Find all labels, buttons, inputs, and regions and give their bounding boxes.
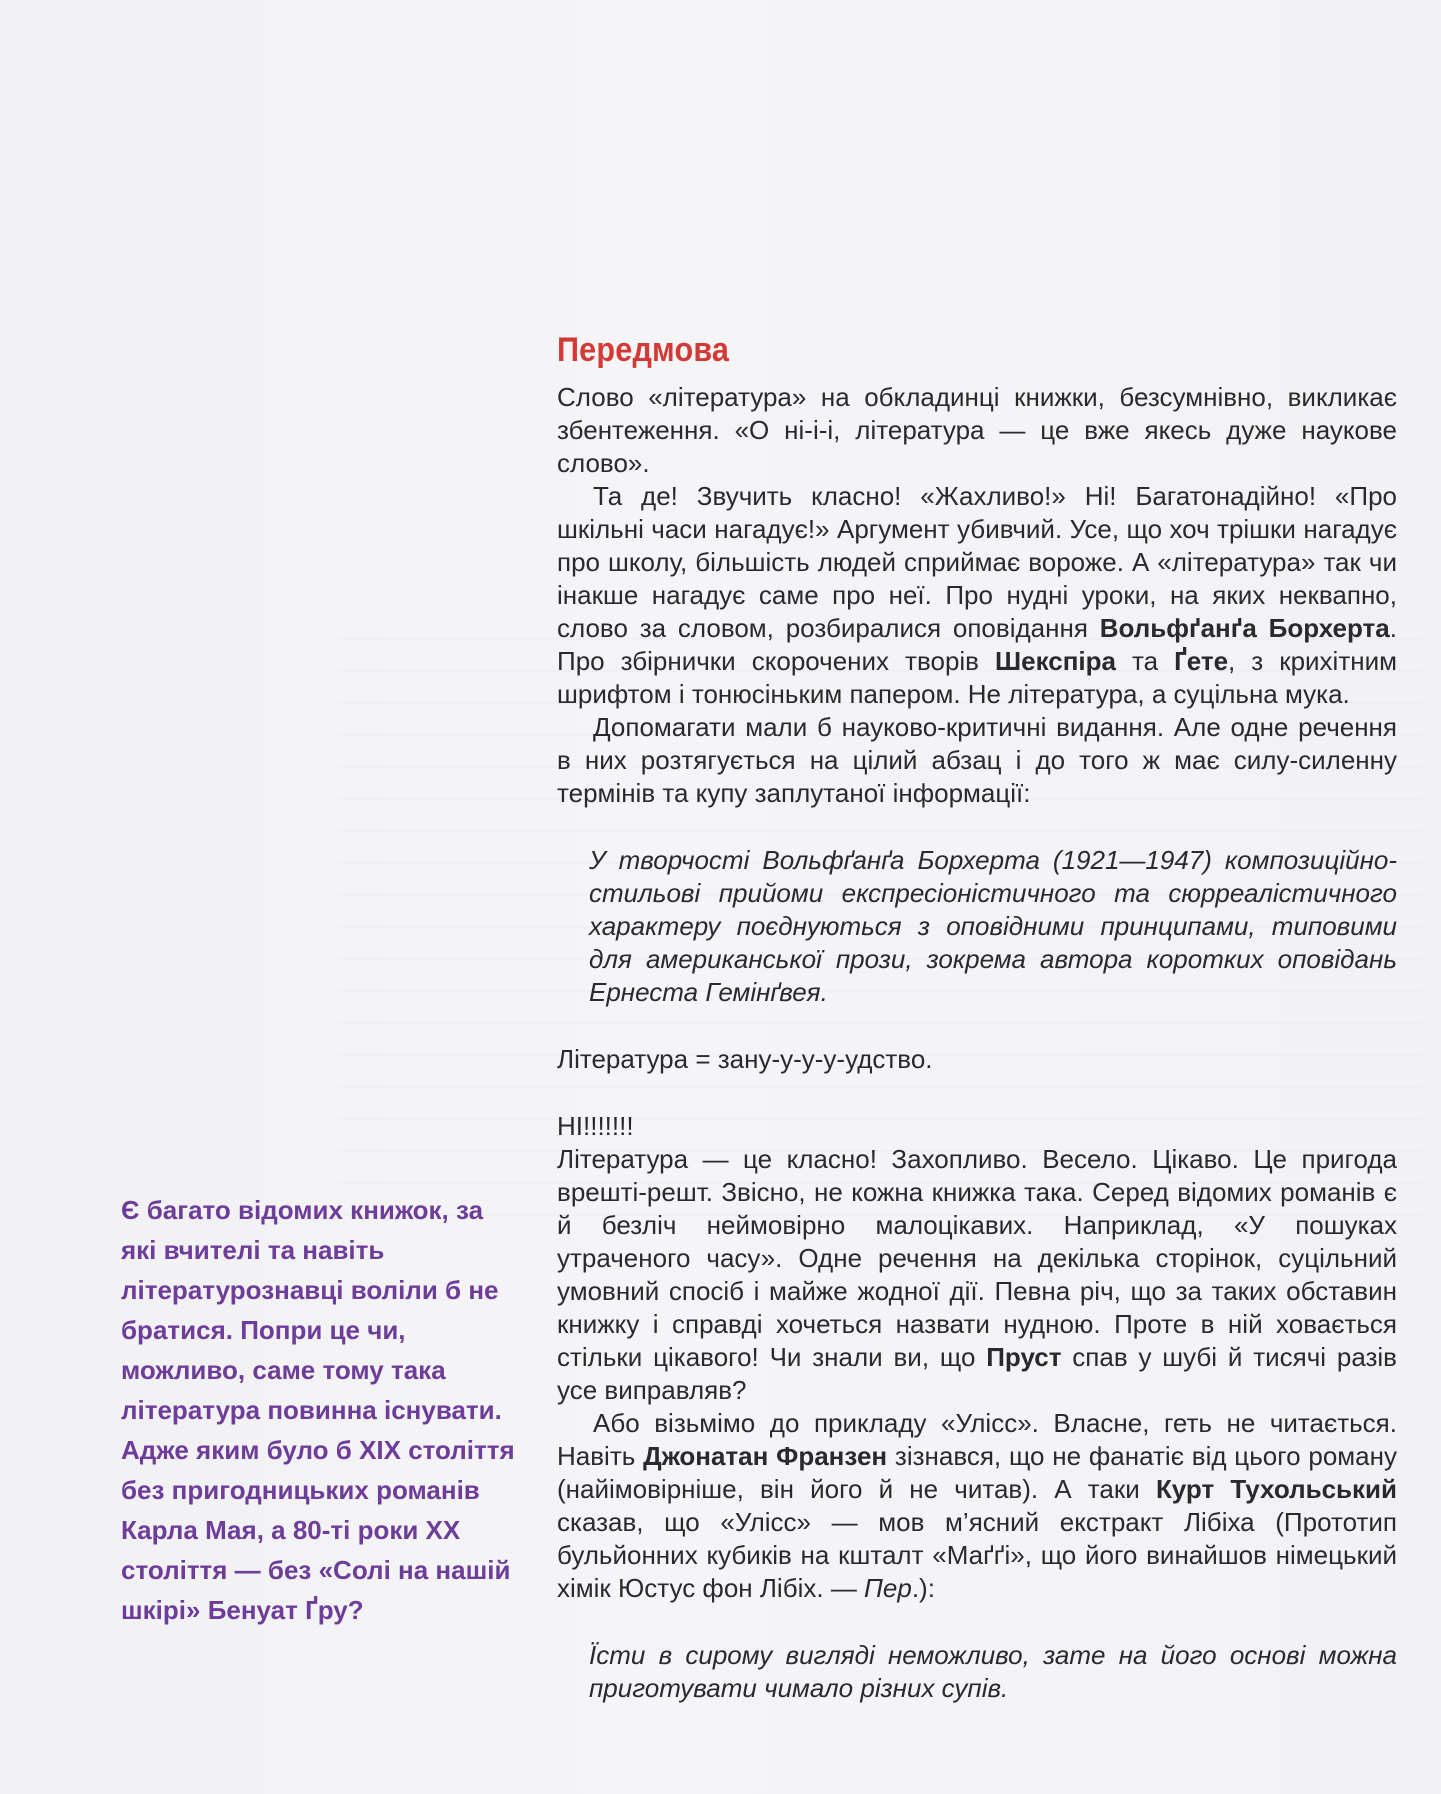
sidebar-callout: Є багато відомих книжок, за які вчителі та навіть літературознавці воліли б не братися. Попри це чи, можливо, саме тому така література повинна існувати. Адже яким було б XIX століття без пригодницьких романів Карла Мая, а 80-ті роки XX століття — без «Солі на нашій шкірі» Бенуат Ґру? [121, 1195, 515, 1625]
quote-1: У творчості Вольфґанґа Борхерта (1921—1947) композиційно-стильові прийоми експресіоністичного та сюрреалістичного характеру поєднуються з оповідними принципами, типовими для американської прози, зокрема автора коротких оповідань Ернеста Гемінґвея. [589, 845, 1397, 1007]
paragraph-1: Слово «література» на обкладинці книжки, безсумнівно, викликає збентеження. «О ні-і-і, література — це вже якесь дуже наукове слово». [557, 382, 1397, 478]
paragraph-5: НІ!!!!!!! [557, 1111, 634, 1141]
paragraph-3: Допомагати мали б науково-критичні видання. Але одне речення в них розтягується на цілий абзац і до того ж має силу-силенну термінів та купу заплутаної інформації: [557, 712, 1397, 808]
author-borchert: Вольфґанґа Борхерта [1099, 613, 1390, 643]
page-title: Передмова [557, 330, 730, 369]
main-text [557, 381, 1397, 1705]
paragraph-7: Або візьмімо до прикладу «Улісс». Власне, геть не читається. Навіть Джонатан Франзен зізнався, що не фанатіє від цього роману (найімовірніше, він його й не читав). А таки Курт Тухольський сказав, що «Улісс» — мов м’ясний екстракт Лібіха (Прототип бульйонних кубиків на кшталт «Маґґі», що його винайшов німецький хімік Юстус фон Лібіх. — Пер.): [557, 1408, 1397, 1603]
paragraph-4: Література = зану-у-у-у-удство. [557, 1044, 933, 1074]
translator-note: Пер [864, 1573, 912, 1603]
author-franzen: Джонатан Франзен [643, 1441, 888, 1471]
author-tucholsky: Курт Тухольський [1155, 1474, 1397, 1504]
paragraph-2: Та де! Звучить класно! «Жахливо!» Ні! Багатонадійно! «Про шкільні часи нагадує!» Аргумент убивчий. Усе, що хоч трішки нагадує про школу, більшість людей сприймає вороже. А «література» так чи інакше нагадує саме про неї. Про нудні уроки, на яких неквапно, слово за словом, розбиралися оповідання Вольфґанґа Борхерта. Про збірнички скорочених творів Шекспіра та Ґете, з крихітним шрифтом і тонюсіньким папером. Не література, а суцільна мука. [557, 481, 1397, 709]
paragraph-6: Література — це класно! Захопливо. Весело. Цікаво. Це пригода врешті-решт. Звісно, не кожна книжка така. Серед відомих романів є й безліч неймовірно малоцікавих. Наприклад, «У пошуках утраченого часу». Одне речення на декілька сторінок, суцільний умовний спосіб і майже жодної дії. Певна річ, що за таких обставин книжку і справді хочеться назвати нудною. Проте в ній ховається стільки цікавого! Чи знали ви, що Пруст спав у шубі й тисячі разів усе виправляв? [557, 1144, 1397, 1405]
author-goethe: Ґете [1174, 646, 1229, 676]
quote-2: Їсти в сирому вигляді неможливо, зате на його основі можна приготувати чимало різних супів. [589, 1640, 1397, 1703]
author-shakespeare: Шекспіра [995, 646, 1116, 676]
author-proust: Пруст [986, 1342, 1062, 1372]
